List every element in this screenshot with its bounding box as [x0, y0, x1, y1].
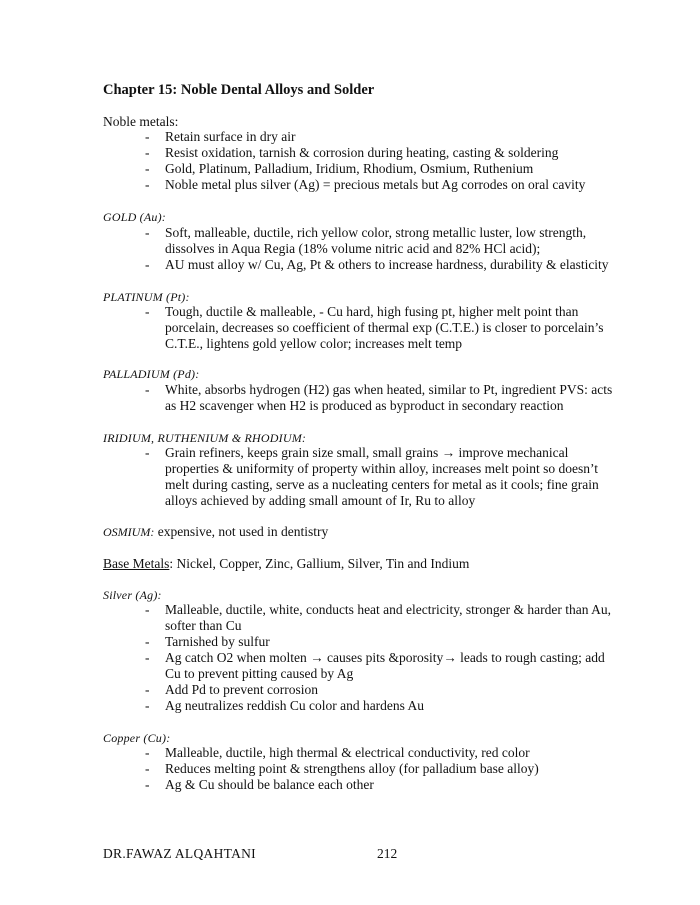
list-item: - Resist oxidation, tarnish & corrosion during heating, casting & soldering	[141, 145, 621, 161]
silver-heading: Silver (Ag):	[103, 588, 162, 602]
list-item: - AU must alloy w/ Cu, Ag, Pt & others to increase hardness, durability & elasticity	[141, 257, 621, 273]
list-item: - White, absorbs hydrogen (H2) gas when heated, similar to Pt, ingredient PVS: acts as H2 scavenger when H2 is produced as byproduct in secondary reaction	[141, 382, 621, 414]
list-item: - Grain refiners, keeps grain size small, small grains → improve mechanical properties & uniformity of property within alloy, increases melt point so doesn’t melt during casting, serve as a nucleating centers for metal as it cools; fine grain alloys achieved by adding small amount of Ir, Ru to alloy	[141, 445, 621, 509]
osmium-row	[103, 524, 328, 540]
list-item: - Ag neutralizes reddish Cu color and hardens Au	[141, 698, 621, 714]
platinum-heading: PLATINUM (Pt):	[103, 290, 190, 304]
list-item: - Ag & Cu should be balance each other	[141, 777, 621, 793]
list-item: - Noble metal plus silver (Ag) = precious metals but Ag corrodes on oral cavity	[141, 177, 621, 193]
list-item: - Add Pd to prevent corrosion	[141, 682, 621, 698]
gold-heading: GOLD (Au):	[103, 210, 166, 224]
platinum-list	[141, 304, 621, 352]
list-item: - Ag catch O2 when molten → causes pits &porosity→ leads to rough casting; add Cu to prevent pitting caused by Ag	[141, 650, 621, 682]
copper-heading: Copper (Cu):	[103, 731, 171, 745]
base-metals-text: : Nickel, Copper, Zinc, Gallium, Silver, Tin and Indium	[169, 556, 470, 571]
iridium-heading: IRIDIUM, RUTHENIUM & RHODIUM:	[103, 431, 307, 445]
copper-list	[141, 745, 621, 793]
iridium-list	[141, 445, 621, 509]
list-item: - Malleable, ductile, white, conducts heat and electricity, stronger & harder than Au, softer than Cu	[141, 602, 621, 634]
base-metals-row	[103, 556, 469, 572]
list-item: - Reduces melting point & strengthens alloy (for palladium base alloy)	[141, 761, 621, 777]
silver-list	[141, 602, 621, 714]
gold-list	[141, 225, 621, 273]
list-item: - Gold, Platinum, Palladium, Iridium, Rhodium, Osmium, Ruthenium	[141, 161, 621, 177]
base-metals-label: Base Metals	[103, 556, 170, 571]
list-item: - Soft, malleable, ductile, rich yellow color, strong metallic luster, low strength, dissolves in Aqua Regia (18% volume nitric acid and 82% HCl acid);	[141, 225, 621, 257]
footer-author: DR.FAWAZ ALQAHTANI	[103, 846, 256, 861]
page-number: 212	[377, 846, 398, 861]
palladium-heading: PALLADIUM (Pd):	[103, 367, 200, 381]
noble-metals-heading: Noble metals:	[103, 114, 179, 129]
osmium-label: OSMIUM:	[103, 525, 155, 539]
noble-metals-list	[141, 129, 621, 193]
osmium-text: expensive, not used in dentistry	[154, 524, 329, 539]
list-item: - Malleable, ductile, high thermal & electrical conductivity, red color	[141, 745, 621, 761]
list-item: - Retain surface in dry air	[141, 129, 621, 145]
list-item: - Tough, ductile & malleable, - Cu hard, high fusing pt, higher melt point than porcelain, decreases so coefficient of thermal exp (C.T.E.) is closer to porcelain’s C.T.E., lightens gold yellow color; increases melt temp	[141, 304, 621, 352]
list-item: - Tarnished by sulfur	[141, 634, 621, 650]
palladium-list	[141, 382, 621, 414]
chapter-title: Chapter 15: Noble Dental Alloys and Solder	[103, 82, 375, 98]
